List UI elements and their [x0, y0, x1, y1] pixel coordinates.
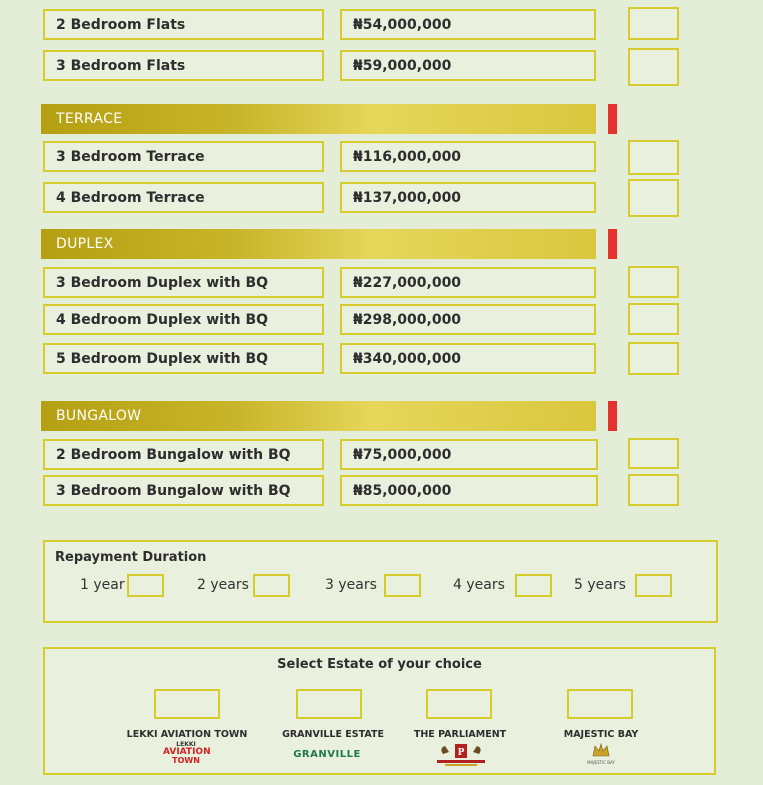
property-name: 2 Bedroom Bungalow with BQ	[56, 446, 291, 463]
estate-checkbox-lekki-aviation-town[interactable]	[154, 689, 220, 719]
duplex-price-5-bedroom	[340, 343, 596, 374]
section-heading: TERRACE	[56, 111, 123, 127]
property-name: 4 Bedroom Terrace	[56, 189, 205, 206]
property-price: ₦75,000,000	[353, 446, 452, 463]
select-checkbox[interactable]	[628, 342, 679, 375]
duplex-type-4-bedroom	[43, 304, 324, 335]
section-header-bungalow	[41, 401, 596, 431]
lekki-aviation-town-logo	[163, 742, 209, 765]
majestic-bay-logo	[581, 742, 621, 765]
property-price: ₦59,000,000	[353, 57, 452, 74]
bungalow-type-2-bedroom	[43, 439, 324, 470]
section-header-duplex	[41, 229, 596, 259]
select-checkbox[interactable]	[628, 438, 679, 469]
select-checkbox[interactable]	[628, 179, 679, 217]
svg-text:P: P	[457, 748, 465, 758]
checkbox-4-years[interactable]	[515, 574, 552, 597]
logo-text: MAJESTIC BAY	[587, 760, 615, 765]
property-price: ₦340,000,000	[353, 350, 462, 367]
select-checkbox[interactable]	[628, 7, 679, 40]
select-checkbox[interactable]	[628, 474, 679, 506]
duplex-price-4-bedroom	[340, 304, 596, 335]
property-name: 5 Bedroom Duplex with BQ	[56, 350, 269, 367]
duplex-type-5-bedroom	[43, 343, 324, 374]
property-name: 2 Bedroom Flats	[56, 16, 186, 33]
logo-text: TOWN	[172, 756, 200, 765]
crown-icon	[591, 742, 611, 758]
property-price: ₦116,000,000	[353, 148, 462, 165]
property-name: 3 Bedroom Duplex with BQ	[56, 274, 269, 291]
granville-logo	[291, 742, 363, 761]
flat-price-2-bedroom	[340, 9, 596, 40]
property-name: 3 Bedroom Terrace	[56, 148, 205, 165]
section-heading: DUPLEX	[56, 236, 114, 252]
property-price: ₦227,000,000	[353, 274, 462, 291]
section-marker	[608, 401, 617, 431]
property-name: 3 Bedroom Bungalow with BQ	[56, 482, 291, 499]
estate-checkbox-granville-estate[interactable]	[296, 689, 362, 719]
bungalow-type-3-bedroom	[43, 475, 324, 506]
flat-type-3-bedroom	[43, 50, 324, 81]
estate-name: MAJESTIC BAY	[563, 729, 639, 740]
estate-checkbox-the-parliament[interactable]	[426, 689, 492, 719]
terrace-type-4-bedroom	[43, 182, 324, 213]
checkbox-5-years[interactable]	[635, 574, 672, 597]
duplex-price-3-bedroom	[340, 267, 596, 298]
bungalow-price-3-bedroom	[340, 475, 598, 506]
bungalow-price-2-bedroom	[340, 439, 598, 470]
option-label-3-years: 3 years	[325, 577, 377, 593]
checkbox-3-years[interactable]	[384, 574, 421, 597]
checkbox-2-years[interactable]	[253, 574, 290, 597]
repayment-duration-panel	[43, 540, 718, 623]
section-header-terrace	[41, 104, 596, 134]
section-marker	[608, 229, 617, 259]
select-checkbox[interactable]	[628, 266, 679, 298]
flat-type-2-bedroom	[43, 9, 324, 40]
estate-selection-panel	[43, 647, 716, 775]
option-label-2-years: 2 years	[197, 577, 249, 593]
terrace-price-3-bedroom	[340, 141, 596, 172]
flat-price-3-bedroom	[340, 50, 596, 81]
estate-name: LEKKI AVIATION TOWN	[126, 729, 248, 740]
property-price: ₦137,000,000	[353, 189, 462, 206]
property-price: ₦298,000,000	[353, 311, 462, 328]
logo-text: AVIATION	[163, 747, 211, 757]
estate-name: THE PARLIAMENT	[413, 729, 507, 740]
property-price: ₦85,000,000	[353, 482, 452, 499]
terrace-type-3-bedroom	[43, 141, 324, 172]
repayment-title: Repayment Duration	[55, 550, 207, 565]
terrace-price-4-bedroom	[340, 182, 596, 213]
option-label-4-years: 4 years	[453, 577, 505, 593]
section-marker	[608, 104, 617, 134]
property-name: 3 Bedroom Flats	[56, 57, 186, 74]
estate-name: GRANVILLE ESTATE	[282, 729, 384, 740]
property-name: 4 Bedroom Duplex with BQ	[56, 311, 269, 328]
select-checkbox[interactable]	[628, 48, 679, 86]
duplex-type-3-bedroom	[43, 267, 324, 298]
logo-text: GRANVILLE	[293, 749, 361, 760]
estate-checkbox-majestic-bay[interactable]	[567, 689, 633, 719]
select-checkbox[interactable]	[628, 140, 679, 175]
checkbox-1-year[interactable]	[127, 574, 164, 597]
the-parliament-logo	[435, 742, 487, 772]
option-label-5-years: 5 years	[574, 577, 626, 593]
estate-title: Select Estate of your choice	[277, 657, 482, 672]
logo-text: LEKKI	[176, 741, 196, 748]
property-price: ₦54,000,000	[353, 16, 452, 33]
option-label-1-year: 1 year	[80, 577, 125, 593]
section-heading: BUNGALOW	[56, 408, 142, 424]
select-checkbox[interactable]	[628, 303, 679, 335]
